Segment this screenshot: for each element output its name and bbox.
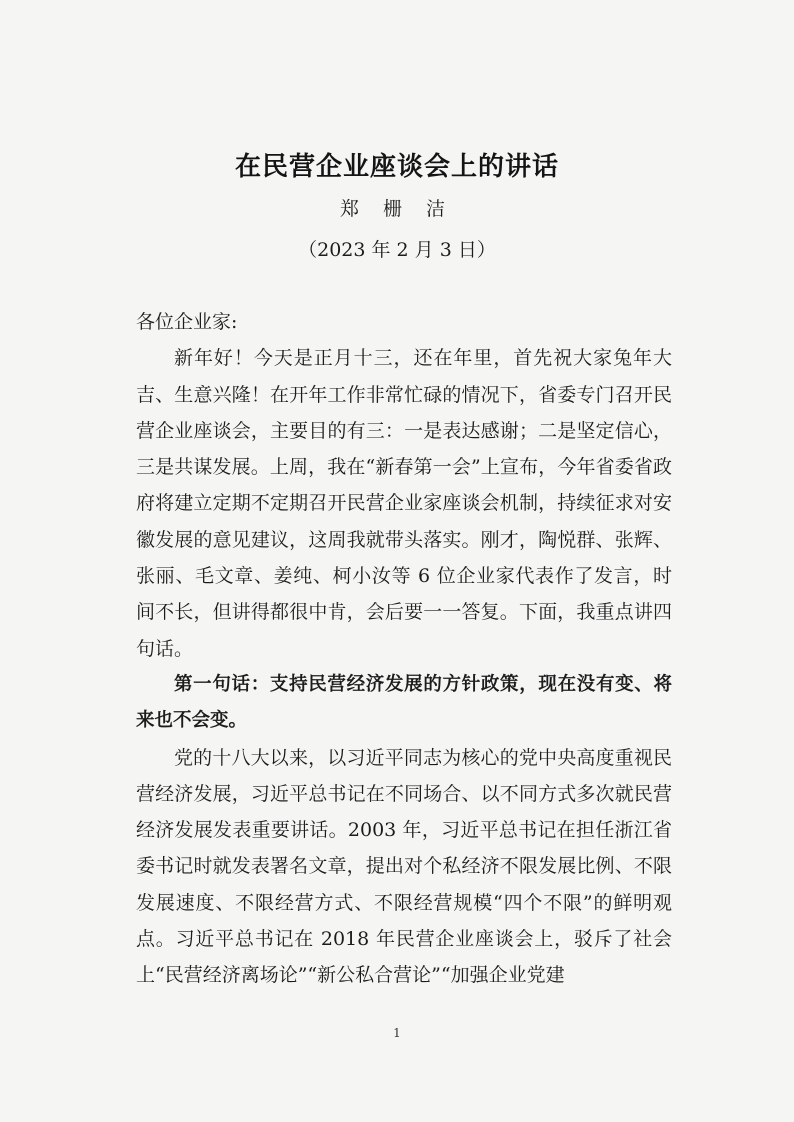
- salutation: 各位企业家:: [136, 311, 238, 333]
- body-paragraph: 党的十八大以来，以习近平同志为核心的党中央高度重视民营经济发展，习近平总书记在不同场合、以不同方式多次就民营经济发展发表重要讲话。2003 年，习近平总书记在担任浙江省委书记时就发表署名文章，提出对个私经济不限发展比例、不限发展速度、不限经营方式、不限经营规模“四个不限”的鲜明观点。习近平总书记在 2018 年民营企业座谈会上，驳斥了社会上“民营经济离场论”“新公私合营论”“加强企业党建: [136, 746, 672, 987]
- body-paragraph: 新年好！今天是正月十三，还在年里，首先祝大家兔年大吉、生意兴隆！在开年工作非常忙碌的情况下，省委专门召开民营企业座谈会，主要目的有三：一是表达感谢；二是坚定信心，三是共谋发展。上周，我在“新春第一会”上宣布，今年省委省政府将建立定期不定期召开民营企业家座谈会机制，持续征求对安徽发展的意见建议，这周我就带头落实。刚才，陶悦群、张辉、张丽、毛文章、姜纯、柯小汝等 6 位企业家代表作了发言，时间不长，但讲得都很中肯，会后要一一答复。下面，我重点讲四句话。: [136, 347, 672, 660]
- document-author: 郑 栅 洁: [339, 198, 455, 220]
- document-body: [136, 304, 672, 994]
- document-title: 在民营企业座谈会上的讲话: [234, 152, 559, 182]
- page-number: 1: [393, 1026, 401, 1040]
- section-heading: 第一句话：支持民营经济发展的方针政策，现在没有变、将来也不会变。: [136, 673, 672, 732]
- document-date: （2023 年 2 月 3 日）: [298, 239, 496, 261]
